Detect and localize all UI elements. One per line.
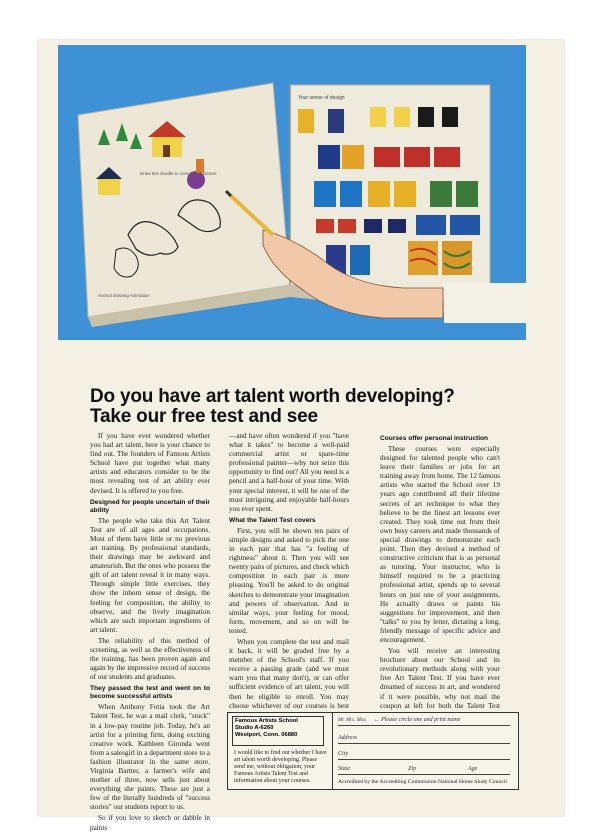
- mail-in-coupon[interactable]: [227, 712, 519, 790]
- right-page-heading: Your sense of design: [298, 95, 345, 101]
- column-2: [229, 432, 349, 722]
- name-prefix-label: Mr. Mrs. Miss: [338, 718, 367, 723]
- column1-subheading: Designed for people uncertain of their ability: [90, 498, 210, 514]
- column1-paragraph: If you have ever wondered whether you had art talent, here is your chance to find out. The founders of Famous Artists School have put together what many artists and educators consider to be the most revealing test of art ability ever devised. It is offered to you free.: [90, 432, 210, 495]
- left-page-caption-2: Animal drawing Animation: [98, 293, 150, 298]
- headline-line-2: Take our free test and see: [90, 406, 318, 427]
- city-field[interactable]: [338, 751, 510, 760]
- arrow-left-icon: ←: [373, 717, 380, 723]
- accreditation-note: Accredited by the Accrediting Commission National Home Study Council: [338, 779, 508, 785]
- name-field[interactable]: [338, 717, 510, 726]
- column1-paragraph: The people who take this Art Talent Test are of all ages and occupations. Most of them have little or no previous art training. By professional standards, their drawings may be awkward and amateurish. But the ones who possess the gift of art talent reveal it in many ways. Through simple little exercises, they show the inborn sense of design, the feeling for composition, the ability to observe, and the lively imagination which are such important ingredients of art talent.: [90, 516, 210, 634]
- age-label: Age: [468, 766, 478, 772]
- state-label: State: [338, 766, 350, 772]
- column-1: [90, 432, 210, 835]
- column1-paragraph: When Anthony Fotia took the Art Talent Test, he was a mail clerk, "stuck" in a low-pay routine job. Today, he's an artist for a printing firm, doing exciting creative work. Kathleen Gironda went from a salesgirl in a department store to a fashion illustrator in the same store. Virginia Bartter, a farmer's wife and mother of three, now sells just about everything she paints. These are just a few of the literally hundreds of "success stories" our students report to us.: [90, 703, 210, 812]
- studio-number: Studio A-6260: [235, 725, 274, 731]
- left-page-caption: Draw this doodle to complete a picture: [140, 171, 217, 176]
- city-label: City: [338, 751, 348, 757]
- column2-subheading: What the Talent Test covers: [229, 516, 316, 524]
- book-drawing-svg: [58, 45, 526, 340]
- art-test-book-illustration: [58, 45, 526, 340]
- column2-paragraph: When you complete the test and mail it back, it will be graded free by a member of the School's staff. If you receive a passing grade (and we must warn you that many don't), or can offer sufficient evidence of art talent, you will then be eligible to enroll. You may choose whichever of our courses is best: [229, 637, 349, 710]
- address-label: Address: [338, 735, 358, 741]
- column-3: [380, 432, 500, 722]
- address-field[interactable]: [338, 735, 510, 744]
- column3-paragraph: These courses were especially designed for talented people who can't leave their families or jobs for art training away from home. The 12 famous artists who started the School over 19 years ago contributed all their lifetime secrets of art technique to what they believe to be the finest art lessons ever created. They took time out from their own busy careers and made thousands of special drawings to demonstrate each point. Then they devised a method of constructive criticism that is as personal as tutoring. Your instructor, who is himself required to be a practicing professional artist, spends up to several hours on just one of your assignments. He actually draws or paints his suggestions for improvement, and then "talks" to you by letter, dictating a long, friendly message of specific advice and encouragement.: [380, 445, 500, 644]
- school-city: Westport, Conn. 06880: [235, 732, 298, 738]
- coupon-request-text: I would like to find out whether I have art talent worth developing. Please send me, without obligation, your Famous Artists Talent Test and information about your courses.: [234, 750, 327, 784]
- name-hint-label: Please circle one and print name: [381, 717, 461, 723]
- column3-subheading: Courses offer personal instruction: [380, 435, 489, 442]
- column3-paragraph: You will receive an interesting brochure about our School and its revolutionary methods along with your free Art Talent Test. If you have ever dreamed of success in art, and wondered if it were possible, why not mail the coupon at left for both the Talent Test: [380, 647, 500, 710]
- zip-label: Zip: [408, 766, 417, 772]
- column1-paragraph: The reliability of this method of screening, as well as the effectiveness of the training, has been proven again and again by the impressive record of success of our students and graduates.: [90, 636, 210, 682]
- school-name: Famous Artists School: [235, 718, 298, 724]
- headline-line-1: Do you have art talent worth developing?: [90, 386, 455, 407]
- state-zip-age-field[interactable]: [338, 766, 510, 775]
- column2-paragraph: —and have often wondered if you "have what it takes" to become a well-paid commercial artist or spare-time professional painter—why not seize this opportunity to find out? All you need is a pencil and a half-hour of your time. With your special interest, it will be one of the most intriguing and enjoyable half-hours you ever spent.: [229, 432, 349, 513]
- column2-paragraph: First, you will be shown ten pairs of simple designs and asked to pick the one in each pair that has "a feeling of rightness" about it. Then you will see twenty pairs of pictures, and check which composition in each pair is more pleasing. You'll be asked to do original sketches to demonstrate your imagination and powers of observation. And in similar ways, your feeling for mood, form, movement, and so on will be tested.: [229, 526, 349, 635]
- column1-paragraph: So if you love to sketch or dabble in paints: [90, 814, 210, 832]
- school-address-box: [232, 716, 324, 746]
- column1-subheading: They passed the test and went on to become successful artists: [90, 685, 210, 701]
- coupon-info-panel: [228, 713, 333, 789]
